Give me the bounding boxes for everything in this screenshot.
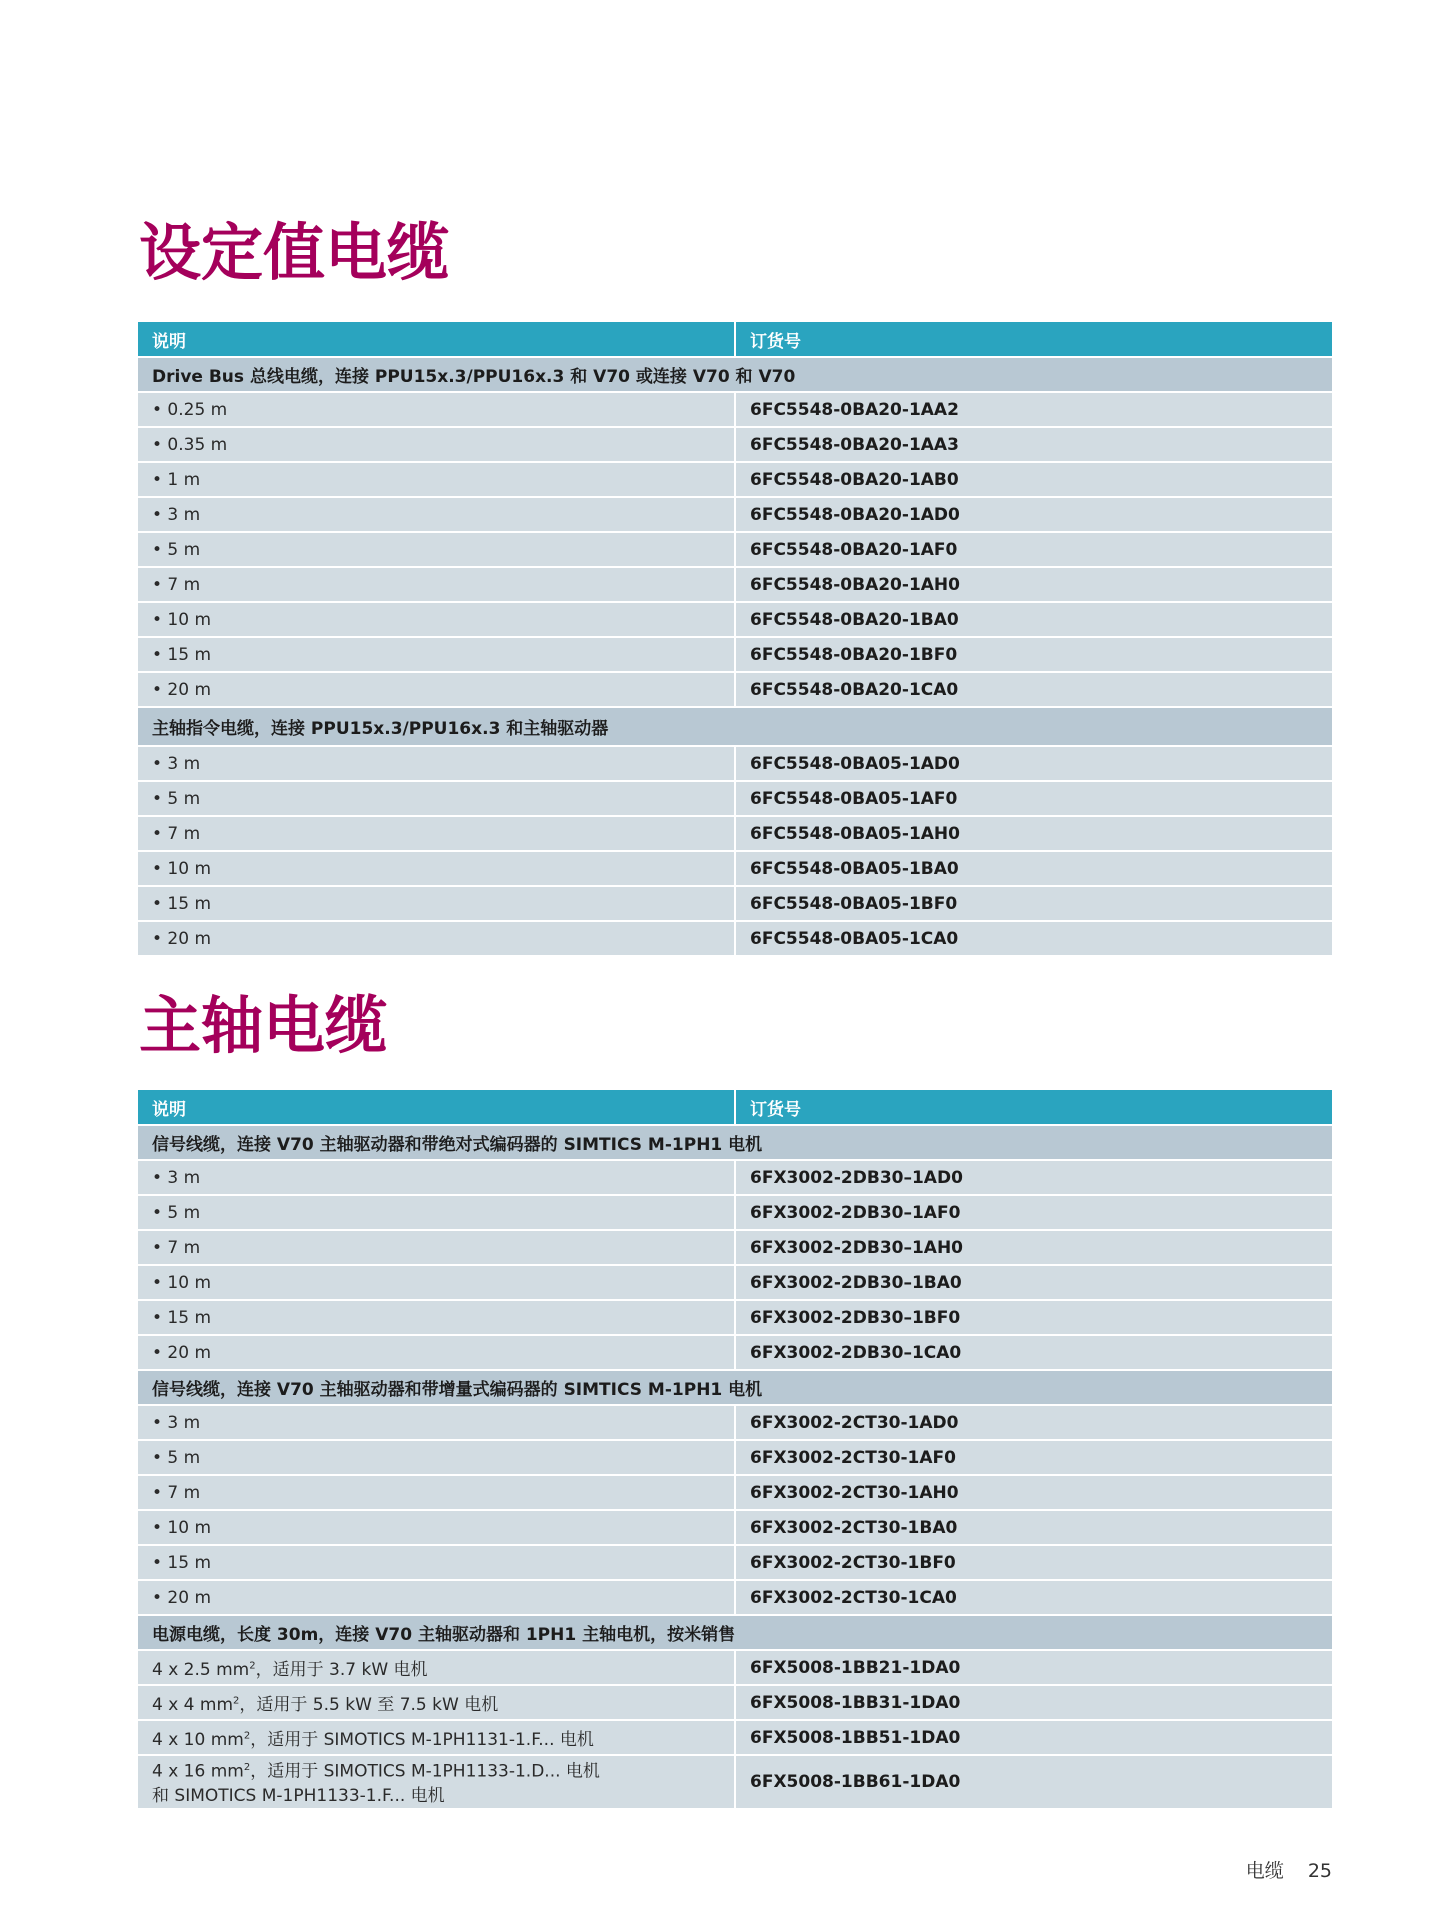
group-row	[138, 1615, 1332, 1650]
row-description: • 15 m	[138, 886, 735, 921]
table-row	[138, 462, 1332, 497]
row-order-number: 6FX3002-2DB30–1AH0	[735, 1230, 1332, 1265]
row-order-number: 6FX3002-2CT30-1AH0	[735, 1475, 1332, 1510]
row-description: • 20 m	[138, 1580, 735, 1615]
table-header-row	[138, 1090, 1332, 1125]
column-header-description: 说明	[138, 1090, 735, 1125]
row-description: • 10 m	[138, 602, 735, 637]
table-row	[138, 1405, 1332, 1440]
row-order-number: 6FX3002-2CT30-1BF0	[735, 1545, 1332, 1580]
row-description: • 20 m	[138, 1335, 735, 1370]
row-description	[138, 1755, 735, 1809]
group-label: 主轴指令电缆，连接 PPU15x.3/PPU16x.3 和主轴驱动器	[138, 707, 1332, 746]
table-row	[138, 1300, 1332, 1335]
row-description	[138, 1720, 735, 1755]
table-row	[138, 567, 1332, 602]
row-order-number: 6FC5548-0BA20-1AD0	[735, 497, 1332, 532]
column-header-order-number: 订货号	[735, 1090, 1332, 1125]
row-order-number: 6FX3002-2CT30-1BA0	[735, 1510, 1332, 1545]
row-order-number: 6FX3002-2DB30–1AF0	[735, 1195, 1332, 1230]
row-order-number: 6FX3002-2CT30-1AD0	[735, 1405, 1332, 1440]
table-row	[138, 637, 1332, 672]
section-title-setpoint-cables: 设定值电缆	[139, 216, 450, 289]
row-order-number: 6FC5548-0BA20-1AA2	[735, 392, 1332, 427]
cable-size: 4 x 4 mm	[152, 1695, 234, 1715]
table-row	[138, 672, 1332, 707]
group-row	[138, 1125, 1332, 1160]
row-description: • 5 m	[138, 781, 735, 816]
row-description: • 1 m	[138, 462, 735, 497]
row-description: • 0.35 m	[138, 427, 735, 462]
row-order-number: 6FC5548-0BA20-1AA3	[735, 427, 1332, 462]
row-order-number: 6FX3002-2DB30–1AD0	[735, 1160, 1332, 1195]
row-description: • 15 m	[138, 1545, 735, 1580]
row-description: • 3 m	[138, 1160, 735, 1195]
cable-usage-line2: 和 SIMOTICS M-1PH1133-1.F... 电机	[152, 1785, 445, 1806]
row-order-number: 6FX3002-2DB30–1CA0	[735, 1335, 1332, 1370]
table-row	[138, 1755, 1332, 1809]
row-order-number: 6FC5548-0BA05-1BA0	[735, 851, 1332, 886]
row-order-number: 6FX3002-2CT30-1AF0	[735, 1440, 1332, 1475]
cable-usage: ，适用于 SIMOTICS M-1PH1133-1.D... 电机	[250, 1761, 600, 1782]
group-label: 信号线缆，连接 V70 主轴驱动器和带增量式编码器的 SIMTICS M-1PH1 电机	[138, 1370, 1332, 1405]
superscript: 2	[243, 1730, 251, 1742]
row-description: • 20 m	[138, 921, 735, 956]
row-description: • 10 m	[138, 1265, 735, 1300]
footer-section-label: 电缆	[1245, 1860, 1284, 1882]
table-row	[138, 1440, 1332, 1475]
row-description: • 3 m	[138, 746, 735, 781]
table-row	[138, 1580, 1332, 1615]
setpoint-cable-table	[138, 322, 1332, 957]
table-row	[138, 781, 1332, 816]
row-order-number: 6FX3002-2DB30–1BF0	[735, 1300, 1332, 1335]
row-description	[138, 1685, 735, 1720]
row-order-number: 6FX5008-1BB61-1DA0	[735, 1755, 1332, 1809]
row-description: • 7 m	[138, 816, 735, 851]
spindle-cable-table	[138, 1090, 1332, 1810]
table-row	[138, 816, 1332, 851]
cable-usage: ，适用于 SIMOTICS M-1PH1131-1.F... 电机	[250, 1730, 594, 1750]
row-description: • 15 m	[138, 637, 735, 672]
table-row	[138, 1685, 1332, 1720]
row-order-number: 6FX5008-1BB51-1DA0	[735, 1720, 1332, 1755]
row-order-number: 6FC5548-0BA05-1AF0	[735, 781, 1332, 816]
cable-size: 4 x 2.5 mm	[152, 1660, 250, 1680]
table-row	[138, 1335, 1332, 1370]
superscript: 2	[243, 1762, 251, 1773]
table-row	[138, 851, 1332, 886]
superscript: 2	[233, 1695, 240, 1707]
row-description: • 3 m	[138, 1405, 735, 1440]
group-label: 电源电缆，长度 30m，连接 V70 主轴驱动器和 1PH1 主轴电机，按米销售	[138, 1615, 1332, 1650]
superscript: 2	[249, 1660, 256, 1672]
row-description: • 20 m	[138, 672, 735, 707]
table-row	[138, 886, 1332, 921]
group-row	[138, 707, 1332, 746]
section-title-spindle-cables: 主轴电缆	[139, 989, 388, 1062]
table-header-row	[138, 322, 1332, 357]
row-order-number: 6FX5008-1BB21-1DA0	[735, 1650, 1332, 1685]
row-order-number: 6FX3002-2CT30-1CA0	[735, 1580, 1332, 1615]
group-label: 信号线缆，连接 V70 主轴驱动器和带绝对式编码器的 SIMTICS M-1PH1 电机	[138, 1125, 1332, 1160]
group-row	[138, 1370, 1332, 1405]
table-row	[138, 1230, 1332, 1265]
row-order-number: 6FC5548-0BA05-1CA0	[735, 921, 1332, 956]
row-description: • 5 m	[138, 532, 735, 567]
row-order-number: 6FC5548-0BA05-1BF0	[735, 886, 1332, 921]
row-order-number: 6FC5548-0BA20-1AH0	[735, 567, 1332, 602]
table-row	[138, 427, 1332, 462]
row-order-number: 6FC5548-0BA20-1BA0	[735, 602, 1332, 637]
table-row	[138, 1160, 1332, 1195]
row-description: • 7 m	[138, 1475, 735, 1510]
row-description: • 7 m	[138, 567, 735, 602]
table-row	[138, 1720, 1332, 1755]
row-order-number: 6FC5548-0BA05-1AD0	[735, 746, 1332, 781]
table-row	[138, 746, 1332, 781]
cable-usage: ，适用于 3.7 kW 电机	[255, 1660, 428, 1680]
table-row	[138, 532, 1332, 567]
row-description: • 15 m	[138, 1300, 735, 1335]
table-row	[138, 392, 1332, 427]
page-number: 25	[1307, 1860, 1332, 1882]
row-description: • 3 m	[138, 497, 735, 532]
table-row	[138, 1650, 1332, 1685]
row-order-number: 6FX5008-1BB31-1DA0	[735, 1685, 1332, 1720]
table-row	[138, 602, 1332, 637]
row-description: • 0.25 m	[138, 392, 735, 427]
table-row	[138, 497, 1332, 532]
column-header-description: 说明	[138, 322, 735, 357]
page-footer	[1246, 1856, 1332, 1883]
row-order-number: 6FC5548-0BA20-1AF0	[735, 532, 1332, 567]
table-row	[138, 1510, 1332, 1545]
row-description: • 10 m	[138, 1510, 735, 1545]
row-description: • 5 m	[138, 1195, 735, 1230]
group-row	[138, 357, 1332, 392]
row-order-number: 6FC5548-0BA20-1AB0	[735, 462, 1332, 497]
table-row	[138, 1265, 1332, 1300]
table-row	[138, 1475, 1332, 1510]
table-row	[138, 1195, 1332, 1230]
column-header-order-number: 订货号	[735, 322, 1332, 357]
row-order-number: 6FC5548-0BA20-1CA0	[735, 672, 1332, 707]
table-row	[138, 921, 1332, 956]
row-description: • 5 m	[138, 1440, 735, 1475]
cable-size: 4 x 16 mm	[152, 1761, 244, 1782]
cable-size: 4 x 10 mm	[152, 1730, 244, 1750]
row-order-number: 6FC5548-0BA20-1BF0	[735, 637, 1332, 672]
row-description	[138, 1650, 735, 1685]
row-order-number: 6FC5548-0BA05-1AH0	[735, 816, 1332, 851]
group-label: Drive Bus 总线电缆，连接 PPU15x.3/PPU16x.3 和 V70 或连接 V70 和 V70	[138, 357, 1332, 392]
table-row	[138, 1545, 1332, 1580]
row-description: • 7 m	[138, 1230, 735, 1265]
row-order-number: 6FX3002-2DB30–1BA0	[735, 1265, 1332, 1300]
row-description: • 10 m	[138, 851, 735, 886]
cable-usage: ，适用于 5.5 kW 至 7.5 kW 电机	[239, 1695, 499, 1715]
